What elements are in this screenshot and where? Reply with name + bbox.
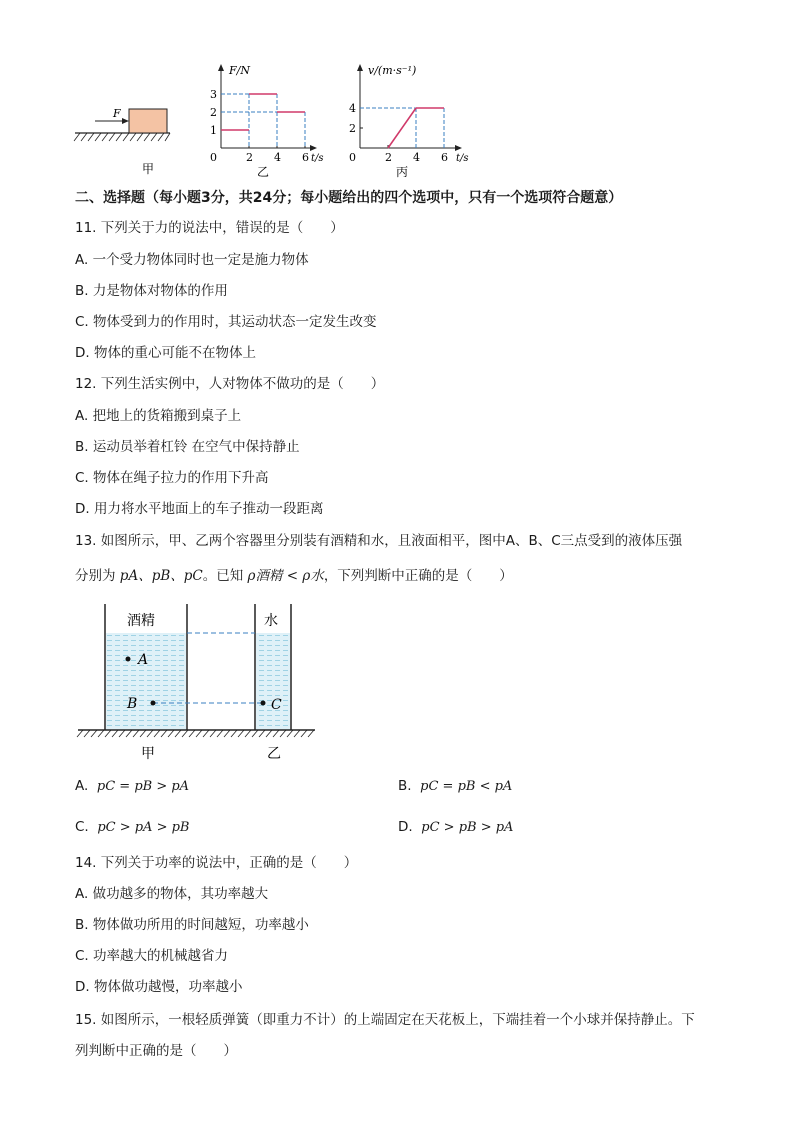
q13-pressures: pA、pB、pC: [119, 568, 203, 584]
q15-stem-line1: 15. 如图所示，一根轻质弹簧（即重力不计）的上端固定在天花板上，下端挂着一个小球并保持静止。下: [75, 1012, 695, 1028]
label-alcohol: 酒精: [127, 613, 155, 629]
y-tick-label: 2: [349, 122, 356, 135]
y-axis-label: v/(m·s⁻¹): [368, 64, 417, 77]
q13-known: 。已知: [202, 568, 244, 584]
q13-option-c[interactable]: C. pC > pA > pB: [75, 819, 190, 835]
force-label: F: [113, 107, 121, 120]
origin-label: 0: [210, 151, 217, 164]
q13-prefix: 分别为: [75, 568, 116, 584]
q15-stem-line2: 列判断中正确的是（ ）: [75, 1043, 237, 1059]
point-c-label: C: [271, 697, 282, 713]
alcohol-liquid: [106, 633, 186, 730]
q12-option-b[interactable]: B. 运动员举着杠铃 在空气中保持静止: [75, 439, 300, 455]
q13-rho-relation: ρ酒精 < ρ水: [247, 568, 324, 584]
q13-suffix: ，下列判断中正确的是（ ）: [323, 568, 513, 584]
x-tick-label: 4: [274, 151, 281, 164]
q13-stem-line1: 13. 如图所示，甲、乙两个容器里分别装有酒精和水，且液面相平，图中A、B、C三点受到的液体压强: [75, 533, 683, 549]
x-tick-label: 6: [441, 151, 448, 164]
q12-option-d[interactable]: D. 用力将水平地面上的车子推动一段距离: [75, 501, 324, 517]
q11-option-c[interactable]: C. 物体受到力的作用时，其运动状态一定发生改变: [75, 314, 377, 330]
caption-jia: 甲: [142, 162, 155, 176]
q12-stem: 12. 下列生活实例中，人对物体不做功的是（ ）: [75, 376, 385, 392]
x-axis-label: t/s: [311, 153, 324, 164]
caption-jia-container: 甲: [141, 746, 155, 762]
q11-stem: 11. 下列关于力的说法中，错误的是（ ）: [75, 220, 344, 236]
y-tick-label: 4: [349, 102, 356, 115]
q13-option-d[interactable]: D. pC > pB > pA: [398, 819, 514, 835]
q12-option-c[interactable]: C. 物体在绳子拉力的作用下升高: [75, 470, 269, 486]
figure-yi-graph: [205, 60, 325, 178]
point-b-label: B: [127, 696, 138, 712]
section-heading: 二、选择题（每小题3分，共24分；每小题给出的四个选项中，只有一个选项符合题意）: [75, 190, 623, 206]
q14-option-b[interactable]: B. 物体做功所用的时间越短，功率越小: [75, 917, 309, 933]
q14-option-d[interactable]: D. 物体做功越慢，功率越小: [75, 979, 243, 995]
point-a-dot: [126, 657, 131, 662]
q11-option-b[interactable]: B. 力是物体对物体的作用: [75, 283, 228, 299]
x-tick-label: 2: [385, 151, 392, 164]
figure-bing-graph: [343, 60, 478, 178]
figure-containers: [75, 598, 325, 768]
q11-option-d[interactable]: D. 物体的重心可能不在物体上: [75, 345, 256, 361]
caption-yi: 乙: [257, 165, 270, 178]
caption-yi-container: 乙: [267, 746, 281, 762]
block: [129, 109, 167, 133]
q14-option-c[interactable]: C. 功率越大的机械越省力: [75, 948, 229, 964]
water-liquid: [256, 633, 290, 730]
figure-jia: [70, 95, 185, 180]
q12-option-a[interactable]: A. 把地上的货箱搬到桌子上: [75, 408, 242, 424]
q13-option-a[interactable]: A. pC = pB > pA: [75, 778, 190, 794]
q13-stem-line2: [75, 567, 513, 585]
velocity-segment-2: [388, 108, 416, 148]
caption-bing: 丙: [396, 165, 409, 178]
label-water: 水: [264, 613, 278, 629]
y-axis-label: F/N: [229, 64, 250, 77]
x-tick-label: 4: [413, 151, 420, 164]
x-tick-label: 2: [246, 151, 253, 164]
y-tick-label: 2: [210, 106, 217, 119]
point-c-dot: [261, 701, 266, 706]
q14-option-a[interactable]: A. 做功越多的物体，其功率越大: [75, 886, 269, 902]
point-b-dot: [151, 701, 156, 706]
ground-hatching: [74, 133, 170, 141]
x-tick-label: 6: [302, 151, 309, 164]
q11-option-a[interactable]: A. 一个受力物体同时也一定是施力物体: [75, 252, 309, 268]
q14-stem: 14. 下列关于功率的说法中，正确的是（ ）: [75, 855, 358, 871]
y-tick-label: 1: [210, 124, 217, 137]
point-a-label: A: [138, 652, 149, 668]
x-axis-label: t/s: [456, 153, 469, 164]
y-tick-label: 3: [210, 88, 217, 101]
q13-option-b[interactable]: B. pC = pB < pA: [398, 778, 513, 794]
origin-label: 0: [349, 151, 356, 164]
